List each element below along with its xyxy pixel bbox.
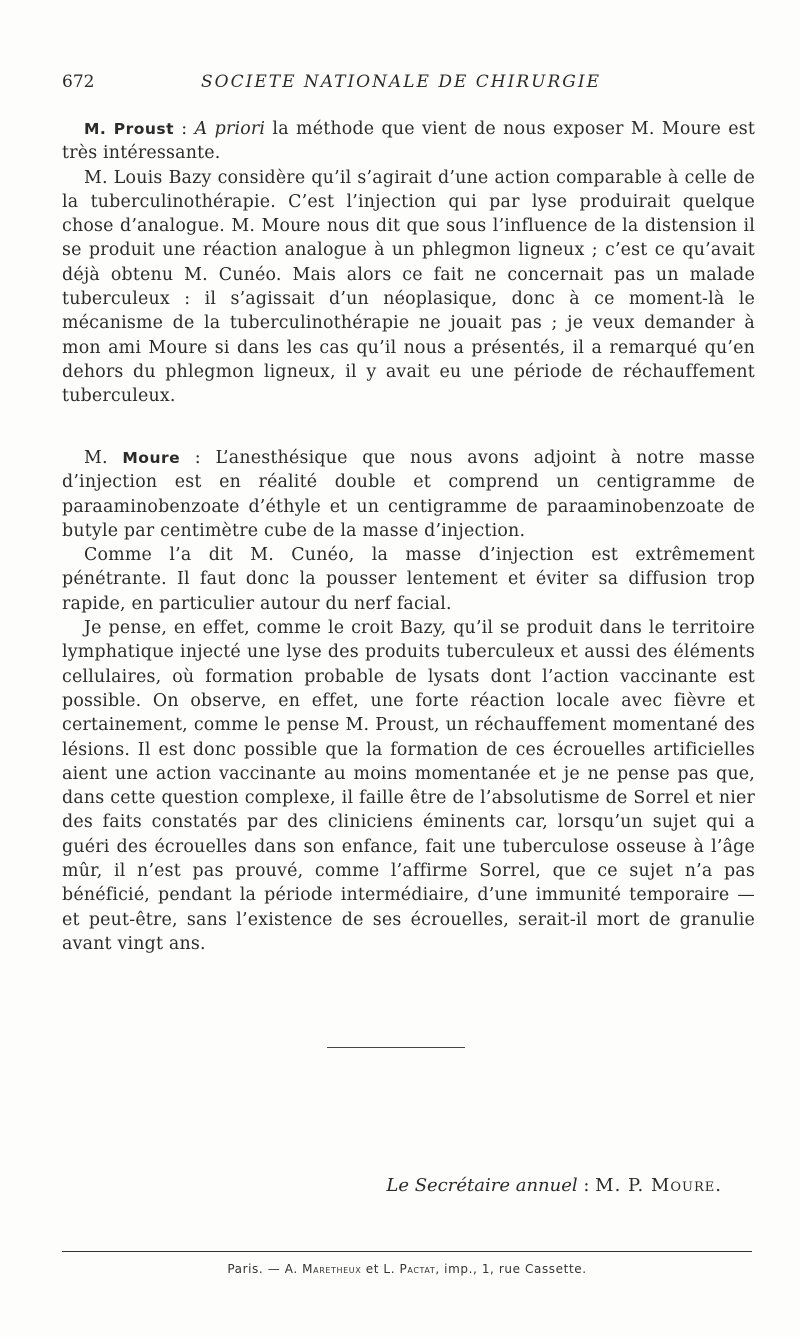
page-header: [62, 72, 740, 96]
paragraph-moure-anesthetic: [62, 446, 755, 543]
paragraph-bazy: M. Louis Bazy considère qu’il s’agirait d’une action comparable à celle de la tuberculinothérapie. C’est l’injection qui par lyse produirait quelque chose d’analogue. M. Moure nous dit que sous l’influence de la distension il se produit une réaction analogue à un phlegmon ligneux ; c’est ce qu’avait déjà obtenu M. Cunéo. Mais alors ce fait ne concernait pas un malade tuberculeux : il s’agissait d’un néoplasique, donc à ce moment-là le mécanisme de la tuberculinothérapie ne jouait pas ; je veux demander à mon ami Moure si dans les cas qu’il nous a présentés, il a remarqué qu’en dehors du phlegmon ligneux, il y avait eu une période de réchauffement tuberculeux.: [62, 167, 755, 407]
italic-phrase: A priori: [194, 119, 266, 139]
signature: [386, 1175, 722, 1196]
imprint-text: et L.: [361, 1262, 400, 1276]
running-title: SOCIETE NATIONALE DE CHIRURGIE: [201, 72, 601, 92]
footer-rule: [62, 1251, 752, 1252]
discussion-block-moure: [62, 446, 755, 956]
text-fragment: :: [174, 119, 195, 139]
imprint-text: Paris. — A.: [227, 1262, 303, 1276]
signature-role: Le Secrétaire annuel: [386, 1175, 578, 1196]
speaker-name: M. Proust: [84, 120, 175, 138]
paragraph-moure-lysis: Je pense, en effet, comme le croit Bazy, qu’il se produit dans le territoire lymphatique injecté une lyse des produits tuberculeux et aussi des éléments cellulaires, où formation probable de lysats dont l’action vaccinante est possible. On observe, en effet, une forte réaction locale avec fièvre et certainement, comme le pense M. Proust, un réchauffement momentané des lésions. Il est donc possible que la formation de ces écrouelles artificielles aient une action vaccinante au moins momentanée et je ne pense pas que, dans cette question complexe, il faille être de l’absolutisme de Sorrel et nier des faits constatés par des cliniciens éminents car, lorsqu’un sujet qui a guéri des écrouelles dans son enfance, fait une tuberculose osseuse à l’âge mûr, il n’est pas prouvé, comme l’affirme Sorrel, que ce sujet n’a pas bénéficié, pendant la période intermédiaire, d’une immunité temporaire — et peut-être, sans l’existence de ses écrouelles, serait-il mort de granulie avant vingt ans.: [62, 618, 755, 954]
page-number: 672: [62, 72, 95, 92]
imprint-text: , imp., 1, rue Cassette.: [435, 1262, 587, 1276]
printer-imprint: [62, 1262, 752, 1276]
printer-name: Maretheux: [302, 1262, 362, 1276]
printer-name: Pactat: [399, 1262, 436, 1276]
signature-name: M. P. Moure.: [595, 1175, 722, 1196]
discussion-block-proust-bazy: [62, 117, 755, 409]
speaker-prefix: M.: [84, 448, 123, 468]
paragraph-proust: [62, 117, 755, 166]
text-fragment: la méthode que vient de nous exposer M. Moure est très intéressante.: [62, 119, 756, 164]
paragraph-moure-injection: Comme l’a dit M. Cunéo, la masse d’injection est extrêmement pénétrante. Il faut donc la pousser lentement et éviter sa diffusion trop rapide, en particulier autour du nerf facial.: [62, 545, 755, 614]
speaker-name: Moure: [122, 449, 181, 467]
signature-separator: :: [577, 1175, 596, 1196]
text-fragment: : L’anesthésique que nous avons adjoint à notre masse d’injection est en réalité double et comprend un centigramme de paraaminobenzoate d’éthyle et un centigramme de paraaminobenzoate de butyle par centimètre cube de la masse d’injection.: [62, 448, 755, 541]
section-separator: [327, 1047, 465, 1048]
